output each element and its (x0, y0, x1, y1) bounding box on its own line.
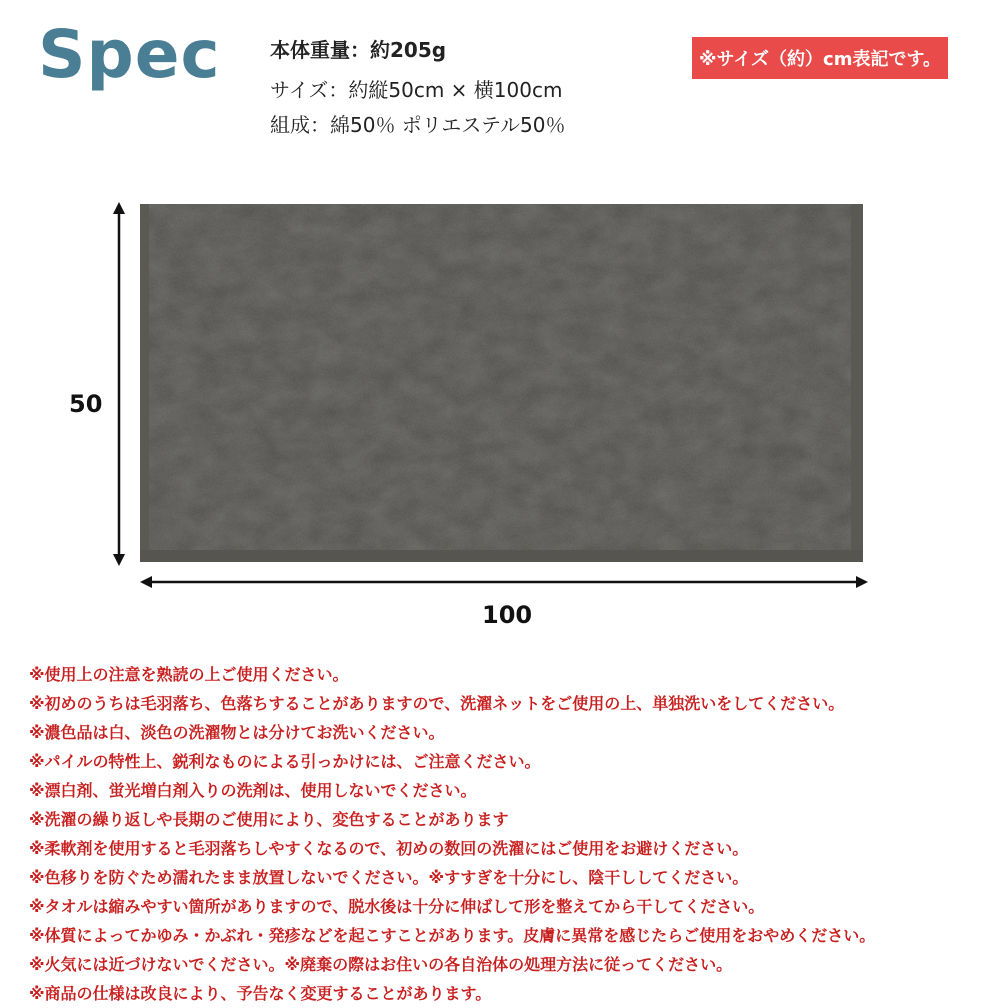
caution-item: ※濃色品は白、淡色の洗濯物とは分けてお洗いください。 (29, 723, 445, 742)
caution-item: ※初めのうちは毛羽落ち、色落ちすることがありますので、洗濯ネットをご使用の上、単独洗いをしてください。 (29, 694, 845, 713)
caution-item: ※タオルは縮みやすい箇所がありますので、脱水後は十分に伸ばして形を整えてから干してください。 (29, 897, 765, 916)
caution-item: ※商品の仕様は改良により、予告なく変更することがあります。 (29, 984, 492, 1003)
width-arrow-head-right (856, 576, 868, 588)
caution-item: ※使用上の注意を熟読の上ご使用ください。 (29, 665, 349, 684)
size-spec: サイズ：約縦50cm × 横100cm (270, 78, 563, 102)
composition-spec: 組成：綿50％ ポリエステル50％ (270, 113, 566, 137)
caution-list (29, 660, 875, 1008)
height-arrow-head-bottom (113, 554, 125, 566)
caution-item: ※パイルの特性上、鋭利なものによる引っかけには、ご注意ください。 (29, 752, 541, 771)
width-arrow-head-left (140, 576, 152, 588)
width-label: 100 (482, 601, 533, 629)
height-arrow-head-top (113, 202, 125, 214)
caution-item: ※洗濯の繰り返しや長期のご使用により、変色することがあります (29, 810, 509, 829)
size-note-badge: ※サイズ（約）cm表記です。 (692, 37, 948, 79)
caution-item: ※漂白剤、蛍光増白剤入りの洗剤は、使用しないでください。 (29, 781, 477, 800)
caution-item: ※色移りを防ぐため濡れたまま放置しないでください。※すすぎを十分にし、陰干ししてください。 (29, 868, 749, 887)
caution-item: ※柔軟剤を使用すると毛羽落ちしやすくなるので、初めの数回の洗濯にはご使用をお避けください。 (29, 839, 749, 858)
weight-spec: 本体重量：約205g (270, 38, 447, 62)
caution-item: ※体質によってかゆみ・かぶれ・発疹などを起こすことがあります。皮膚に異常を感じたらご使用をおやめください。 (29, 926, 876, 945)
spec-title: Spec (38, 16, 221, 93)
caution-item: ※火気には近づけないでください。※廃棄の際はお住いの各自治体の処理方法に従ってください。 (29, 955, 733, 974)
height-label: 50 (69, 390, 103, 418)
